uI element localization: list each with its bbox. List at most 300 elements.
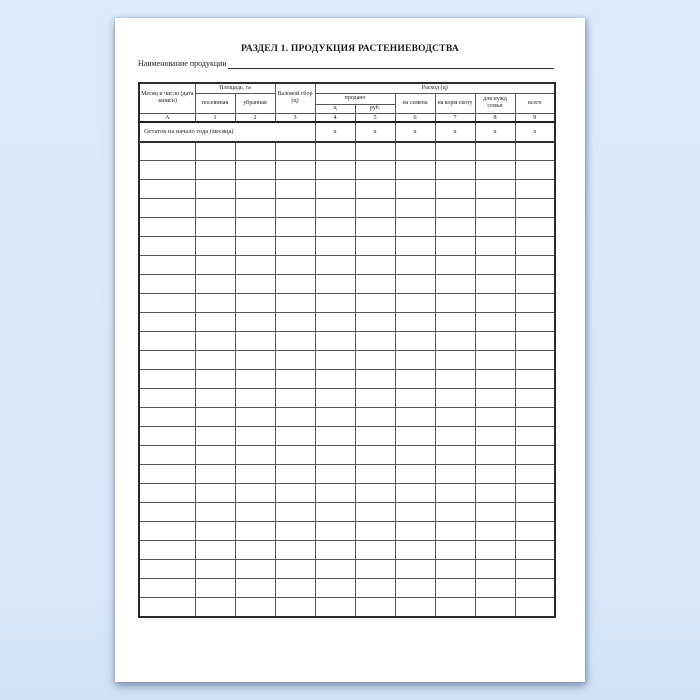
header-row-subgroups — [139, 93, 555, 104]
table-cell — [475, 294, 515, 313]
table-cell — [355, 313, 395, 332]
table-cell — [395, 218, 435, 237]
table-cell — [515, 370, 555, 389]
table-cell — [475, 180, 515, 199]
table-cell — [235, 370, 275, 389]
table-cell — [355, 237, 395, 256]
table-cell — [395, 427, 435, 446]
table-cell — [139, 294, 195, 313]
table-cell — [315, 218, 355, 237]
table-cell — [355, 465, 395, 484]
table-cell — [195, 256, 235, 275]
table-cell — [315, 256, 355, 275]
table-cell — [315, 332, 355, 351]
table-cell — [139, 237, 195, 256]
table-cell — [435, 332, 475, 351]
table-cell — [275, 503, 315, 522]
table-cell — [315, 560, 355, 579]
table-cell — [515, 579, 555, 598]
table-cell — [139, 560, 195, 579]
table-cell — [355, 351, 395, 370]
table-cell — [515, 427, 555, 446]
section-title: РАЗДЕЛ 1. ПРОДУКЦИЯ РАСТЕНИЕВОДСТВА — [241, 44, 459, 54]
document-page — [115, 18, 585, 682]
table-cell — [475, 142, 515, 161]
table-row — [139, 408, 555, 427]
table-cell — [395, 408, 435, 427]
header-row-groups — [139, 83, 555, 93]
table-cell — [195, 427, 235, 446]
table-cell — [395, 351, 435, 370]
table-cell — [275, 313, 315, 332]
table-cell — [475, 484, 515, 503]
table-cell — [139, 313, 195, 332]
table-cell — [435, 199, 475, 218]
table-cell — [315, 541, 355, 560]
table-cell — [195, 313, 235, 332]
table-cell — [515, 313, 555, 332]
table-cell — [355, 598, 395, 617]
table-cell — [235, 275, 275, 294]
table-cell — [355, 275, 395, 294]
table-cell — [139, 408, 195, 427]
table-cell — [395, 484, 435, 503]
table-cell — [195, 579, 235, 598]
table-cell — [515, 237, 555, 256]
table-cell — [475, 256, 515, 275]
table-cell — [315, 351, 355, 370]
table-cell — [275, 180, 315, 199]
table-cell — [235, 446, 275, 465]
table-cell — [395, 446, 435, 465]
table-cell — [355, 560, 395, 579]
table-cell — [139, 142, 195, 161]
table-cell — [139, 484, 195, 503]
table-cell — [475, 579, 515, 598]
table-cell — [355, 579, 395, 598]
table-cell — [235, 503, 275, 522]
column-number: 1 — [195, 113, 235, 122]
table-cell — [515, 332, 555, 351]
table-row — [139, 218, 555, 237]
table-cell — [515, 294, 555, 313]
table-cell — [139, 522, 195, 541]
table-cell — [355, 218, 395, 237]
table-cell — [475, 560, 515, 579]
table-cell — [395, 275, 435, 294]
table-cell — [515, 218, 555, 237]
table-cell — [235, 389, 275, 408]
opening-balance-x-mark: х — [475, 122, 515, 142]
table-cell — [235, 237, 275, 256]
table-cell — [235, 180, 275, 199]
table-cell — [275, 522, 315, 541]
opening-balance-x-mark: х — [395, 122, 435, 142]
table-cell — [315, 503, 355, 522]
table-cell — [435, 408, 475, 427]
table-cell — [475, 275, 515, 294]
table-row — [139, 313, 555, 332]
table-cell — [435, 294, 475, 313]
table-cell — [275, 370, 315, 389]
table-cell — [475, 332, 515, 351]
col-header-harvested: убранная — [235, 93, 275, 113]
column-number: 3 — [275, 113, 315, 122]
table-cell — [235, 256, 275, 275]
table-cell — [139, 389, 195, 408]
table-cell — [139, 598, 195, 617]
table-cell — [515, 275, 555, 294]
opening-balance-x-mark: х — [355, 122, 395, 142]
table-cell — [235, 408, 275, 427]
table-cell — [435, 598, 475, 617]
table-cell — [275, 560, 315, 579]
table-row — [139, 598, 555, 617]
table-cell — [315, 598, 355, 617]
table-cell — [355, 389, 395, 408]
table-row — [139, 237, 555, 256]
table-cell — [195, 199, 235, 218]
table-cell — [435, 351, 475, 370]
table-cell — [275, 484, 315, 503]
product-name-blank-line — [228, 59, 554, 69]
table-cell — [195, 142, 235, 161]
table-cell — [395, 370, 435, 389]
table-cell — [435, 579, 475, 598]
column-number: 7 — [435, 113, 475, 122]
table-cell — [515, 142, 555, 161]
table-cell — [195, 522, 235, 541]
col-header-livestock-feed: на корм скоту — [435, 93, 475, 113]
table-cell — [395, 237, 435, 256]
table-cell — [195, 389, 235, 408]
opening-balance-x-mark: х — [315, 122, 355, 142]
table-cell — [515, 484, 555, 503]
table-row — [139, 560, 555, 579]
table-row — [139, 579, 555, 598]
table-cell — [195, 560, 235, 579]
table-cell — [139, 180, 195, 199]
table-cell — [355, 142, 395, 161]
table-cell — [139, 351, 195, 370]
table-cell — [315, 389, 355, 408]
table-cell — [435, 218, 475, 237]
table-cell — [475, 351, 515, 370]
column-number: 6 — [395, 113, 435, 122]
table-cell — [395, 313, 435, 332]
table-cell — [235, 560, 275, 579]
table-cell — [315, 294, 355, 313]
col-header-gross-harvest: Валовой сбор (ц) — [275, 83, 315, 113]
table-cell — [435, 370, 475, 389]
table-cell — [475, 427, 515, 446]
table-cell — [475, 389, 515, 408]
table-cell — [515, 180, 555, 199]
table-row — [139, 484, 555, 503]
table-cell — [275, 256, 315, 275]
table-cell — [275, 389, 315, 408]
table-row — [139, 199, 555, 218]
table-cell — [475, 370, 515, 389]
table-cell — [355, 370, 395, 389]
table-cell — [195, 408, 235, 427]
table-row — [139, 161, 555, 180]
table-cell — [355, 199, 395, 218]
table-cell — [315, 465, 355, 484]
table-cell — [355, 332, 395, 351]
table-cell — [235, 484, 275, 503]
table-cell — [435, 446, 475, 465]
table-header-body — [139, 83, 555, 142]
table-cell — [435, 389, 475, 408]
col-group-area: Площадь, га — [195, 83, 275, 93]
crop-production-table — [138, 82, 556, 618]
opening-balance-x-mark: х — [515, 122, 555, 142]
table-cell — [435, 237, 475, 256]
table-cell — [275, 427, 315, 446]
table-cell — [275, 408, 315, 427]
table-cell — [435, 275, 475, 294]
table-cell — [435, 142, 475, 161]
table-cell — [275, 332, 315, 351]
table-cell — [275, 579, 315, 598]
table-cell — [139, 332, 195, 351]
table-cell — [275, 351, 315, 370]
table-cell — [235, 294, 275, 313]
col-header-sold-centners: ц — [315, 104, 355, 113]
table-cell — [235, 199, 275, 218]
table-cell — [355, 522, 395, 541]
table-cell — [235, 579, 275, 598]
table-cell — [195, 294, 235, 313]
table-cell — [435, 484, 475, 503]
table-cell — [395, 560, 435, 579]
table-cell — [235, 598, 275, 617]
table-cell — [235, 465, 275, 484]
table-cell — [235, 541, 275, 560]
table-cell — [139, 427, 195, 446]
table-cell — [195, 332, 235, 351]
table-cell — [139, 256, 195, 275]
table-cell — [435, 465, 475, 484]
table-cell — [275, 465, 315, 484]
table-cell — [475, 408, 515, 427]
table-cell — [235, 142, 275, 161]
table-cell — [395, 389, 435, 408]
table-cell — [355, 446, 395, 465]
table-cell — [355, 161, 395, 180]
table-cell — [355, 541, 395, 560]
table-cell — [395, 503, 435, 522]
col-header-sold-rubles: руб. — [355, 104, 395, 113]
table-row — [139, 503, 555, 522]
table-row — [139, 256, 555, 275]
table-cell — [435, 503, 475, 522]
table-cell — [435, 560, 475, 579]
col-group-expense: Расход (ц) — [315, 83, 555, 93]
column-number: 2 — [235, 113, 275, 122]
table-cell — [315, 370, 355, 389]
table-cell — [515, 522, 555, 541]
table-row — [139, 446, 555, 465]
table-cell — [235, 522, 275, 541]
table-cell — [355, 294, 395, 313]
col-header-total: всего — [515, 93, 555, 113]
table-cell — [475, 522, 515, 541]
opening-balance-row — [139, 122, 555, 142]
table-cell — [275, 218, 315, 237]
table-cell — [355, 408, 395, 427]
table-cell — [515, 560, 555, 579]
table-cell — [275, 161, 315, 180]
table-cell — [315, 237, 355, 256]
table-cell — [139, 503, 195, 522]
table-cell — [139, 161, 195, 180]
product-name-label: Наименование продукции — [138, 59, 227, 68]
table-cell — [139, 541, 195, 560]
table-cell — [475, 218, 515, 237]
table-cell — [355, 180, 395, 199]
table-cell — [139, 370, 195, 389]
table-row — [139, 351, 555, 370]
table-cell — [315, 161, 355, 180]
table-cell — [195, 351, 235, 370]
table-cell — [475, 598, 515, 617]
table-cell — [139, 579, 195, 598]
table-cell — [435, 161, 475, 180]
table-body-empty — [139, 142, 555, 617]
col-header-family-needs: для нужд семьи — [475, 93, 515, 113]
table-cell — [195, 275, 235, 294]
table-cell — [515, 256, 555, 275]
table-cell — [435, 427, 475, 446]
table-cell — [195, 237, 235, 256]
table-row — [139, 465, 555, 484]
table-cell — [475, 237, 515, 256]
table-cell — [315, 484, 355, 503]
table-cell — [515, 161, 555, 180]
table-cell — [315, 408, 355, 427]
table-cell — [515, 541, 555, 560]
table-cell — [355, 503, 395, 522]
table-cell — [195, 598, 235, 617]
table-cell — [195, 180, 235, 199]
table-cell — [139, 465, 195, 484]
table-cell — [315, 446, 355, 465]
table-cell — [475, 313, 515, 332]
column-number: 5 — [355, 113, 395, 122]
table-cell — [515, 351, 555, 370]
table-cell — [139, 446, 195, 465]
table-cell — [515, 465, 555, 484]
table-cell — [315, 427, 355, 446]
table-row — [139, 180, 555, 199]
table-cell — [395, 180, 435, 199]
table-cell — [195, 465, 235, 484]
table-cell — [139, 218, 195, 237]
opening-balance-x-mark: х — [435, 122, 475, 142]
table-cell — [275, 199, 315, 218]
table-cell — [395, 142, 435, 161]
table-cell — [315, 142, 355, 161]
table-cell — [195, 370, 235, 389]
table-cell — [395, 541, 435, 560]
table-cell — [355, 256, 395, 275]
table-row — [139, 522, 555, 541]
table-cell — [355, 427, 395, 446]
table-cell — [515, 389, 555, 408]
table-cell — [235, 161, 275, 180]
table-cell — [275, 294, 315, 313]
col-header-seeds: на семена — [395, 93, 435, 113]
table-row — [139, 275, 555, 294]
table-cell — [275, 237, 315, 256]
table-cell — [315, 579, 355, 598]
table-cell — [315, 180, 355, 199]
table-cell — [515, 598, 555, 617]
table-cell — [475, 446, 515, 465]
table-cell — [435, 522, 475, 541]
table-cell — [515, 408, 555, 427]
opening-balance-label: Остаток на начало года (месяца) — [139, 122, 315, 142]
table-cell — [355, 484, 395, 503]
table-cell — [515, 199, 555, 218]
table-cell — [315, 313, 355, 332]
table-cell — [515, 446, 555, 465]
table-cell — [195, 503, 235, 522]
table-cell — [195, 541, 235, 560]
table-cell — [435, 313, 475, 332]
table-cell — [275, 275, 315, 294]
table-cell — [235, 427, 275, 446]
table-cell — [515, 503, 555, 522]
table-cell — [475, 503, 515, 522]
table-cell — [435, 256, 475, 275]
table-cell — [275, 446, 315, 465]
table-cell — [275, 142, 315, 161]
table-cell — [475, 161, 515, 180]
table-cell — [195, 484, 235, 503]
table-cell — [395, 332, 435, 351]
col-group-sold: продано — [315, 93, 395, 104]
product-name-line — [138, 59, 554, 69]
col-header-sown: посеянная — [195, 93, 235, 113]
table-cell — [195, 218, 235, 237]
table-row — [139, 389, 555, 408]
table-cell — [395, 294, 435, 313]
table-cell — [315, 199, 355, 218]
column-number: А — [139, 113, 195, 122]
table-cell — [235, 332, 275, 351]
table-cell — [395, 598, 435, 617]
table-cell — [139, 275, 195, 294]
table-cell — [275, 598, 315, 617]
table-cell — [235, 218, 275, 237]
col-header-date: Месяц и число (дата записи) — [139, 83, 195, 113]
table-cell — [315, 275, 355, 294]
column-number: 4 — [315, 113, 355, 122]
table-row — [139, 541, 555, 560]
table-cell — [195, 161, 235, 180]
table-cell — [139, 199, 195, 218]
table-cell — [235, 313, 275, 332]
table-row — [139, 370, 555, 389]
table-cell — [395, 465, 435, 484]
table-cell — [475, 465, 515, 484]
table-cell — [275, 541, 315, 560]
table-cell — [435, 541, 475, 560]
table-cell — [395, 522, 435, 541]
